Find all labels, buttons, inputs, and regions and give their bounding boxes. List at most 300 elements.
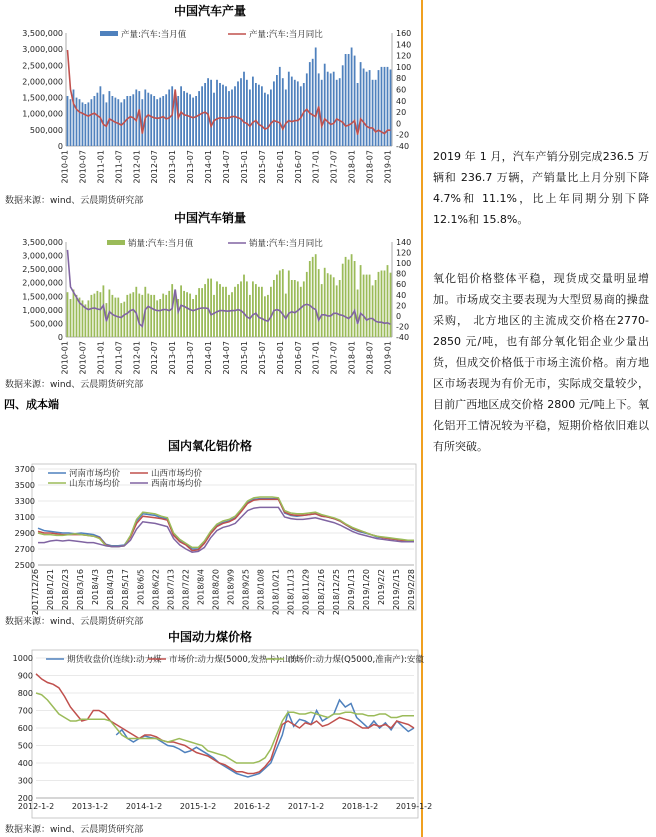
legend-swatch-bar (100, 31, 118, 36)
chart-bar (375, 80, 377, 146)
chart-title: 国内氧化铝价格 (167, 439, 253, 453)
chart-bar (150, 94, 152, 146)
x-tick-label: 2014-01 (204, 150, 214, 184)
chart-bar (126, 295, 128, 337)
chart-title: 中国汽车产量 (173, 4, 247, 18)
x-tick-label: 2012-07 (150, 150, 160, 184)
y2-tick-label: 0 (396, 311, 402, 321)
chart-bar (243, 275, 245, 337)
chart-bar (225, 86, 227, 146)
chart-bar (231, 90, 233, 147)
chart-bar (354, 261, 356, 337)
chart-bar (67, 96, 69, 146)
chart-bar (273, 280, 275, 337)
x-tick-label: 2013-01 (168, 341, 178, 375)
x-tick-label: 2018-07 (365, 341, 375, 375)
chart-bar (219, 83, 221, 146)
chart-bar (147, 93, 149, 146)
chart-bar (384, 271, 386, 338)
x-tick-label: 2015-07 (257, 341, 267, 375)
y2-tick-label: 60 (396, 85, 407, 95)
legend-swatch-bar (107, 240, 125, 245)
chart-bar (327, 72, 329, 146)
x-tick-label: 2011-07 (114, 341, 124, 375)
chart-bar (103, 94, 105, 146)
chart-bar (91, 295, 93, 337)
x-tick-label: 2018/11/13 (286, 569, 296, 616)
y-tick-label: 3700 (14, 465, 35, 474)
chart-bar (360, 265, 362, 337)
chart-bar (360, 62, 362, 146)
x-tick-label: 2011-01 (96, 341, 106, 375)
chart-bar (276, 275, 278, 337)
x-tick-label: 2018/3/16 (76, 569, 86, 611)
chart-bar (291, 77, 293, 146)
chart-bar (354, 56, 356, 146)
x-tick-label: 2018/7/22 (181, 569, 191, 611)
chart-bar (264, 93, 266, 146)
chart-bar (132, 292, 134, 337)
x-tick-label: 2018/11/29 (301, 569, 311, 616)
y-tick-label: 800 (17, 689, 33, 698)
y-tick-label: 500,000 (29, 125, 63, 135)
chart-bar (270, 287, 272, 337)
chart-bar (168, 291, 170, 337)
chart-title: 中国动力煤价格 (167, 630, 253, 644)
chart-bar (180, 285, 182, 337)
y-tick-label: 1,000,000 (22, 109, 63, 119)
y2-tick-label: 80 (396, 269, 407, 279)
chart-bar (303, 281, 305, 337)
x-tick-label: 2014-1-2 (125, 802, 163, 811)
chart-bar (294, 280, 296, 337)
chart-bar (333, 277, 335, 337)
chart-bar (88, 102, 90, 146)
chart-bar (67, 292, 69, 337)
y-tick-label: 400 (17, 759, 33, 768)
x-tick-label: 2019/1/20 (361, 569, 371, 611)
column-divider (421, 0, 423, 837)
chart-bar (79, 99, 81, 146)
chart-bar (76, 98, 78, 146)
y2-tick-label: 100 (396, 259, 412, 269)
x-tick-label: 2018/7/13 (166, 569, 176, 611)
chart-bar (348, 260, 350, 337)
chart-bar (165, 295, 167, 337)
legend-label: 产量:汽车:当月同比 (249, 30, 323, 40)
x-tick-label: 2010-01 (60, 150, 70, 184)
y2-tick-label: -20 (396, 322, 410, 332)
chart-bar (240, 78, 242, 146)
x-tick-label: 2018/9/25 (241, 569, 251, 611)
y-tick-label: 3300 (14, 497, 35, 506)
chart-bar (309, 261, 311, 337)
chart-bar (252, 281, 254, 337)
chart-bar (252, 77, 254, 146)
chart-bar (138, 294, 140, 337)
chart-bar (246, 281, 248, 337)
chart-bar (345, 54, 347, 146)
x-tick-label: 2010-07 (78, 150, 88, 184)
y-tick-label: 1000 (12, 654, 33, 663)
chart-bar (312, 257, 314, 337)
chart-bar (207, 78, 209, 146)
chart-bar (97, 93, 99, 146)
chart-bar (273, 81, 275, 146)
y-tick-label: 1,000,000 (22, 305, 63, 315)
chart-bar (390, 70, 392, 147)
chart-bar (162, 96, 164, 146)
chart-bar (70, 99, 72, 146)
chart-bar (174, 96, 176, 146)
x-tick-label: 2018-01 (347, 150, 357, 184)
x-tick-label: 2018/1/21 (46, 569, 55, 611)
chart-source: 数据来源：wind、云晨期货研究部 (5, 617, 144, 627)
y2-tick-label: 40 (396, 290, 407, 300)
y-tick-label: 1,500,000 (22, 292, 63, 302)
x-tick-label: 2018-07 (365, 150, 375, 184)
x-tick-label: 2017/12/26 (31, 569, 40, 616)
chart-bar (204, 83, 206, 146)
x-tick-label: 2018/6/22 (151, 569, 161, 611)
y2-tick-label: 140 (396, 238, 412, 247)
x-tick-label: 2014-07 (222, 150, 231, 184)
chart-bar (210, 279, 212, 337)
x-tick-label: 2017-01 (311, 150, 321, 184)
y-tick-label: 2500 (14, 561, 35, 570)
chart-bar (279, 67, 281, 146)
y-tick-label: 2,500,000 (22, 265, 63, 275)
chart-bar (315, 48, 317, 147)
chart-bar (261, 287, 263, 337)
x-tick-label: 2018/8/20 (211, 569, 221, 611)
chart-bar (186, 93, 188, 146)
chart-bar (387, 265, 389, 337)
x-tick-label: 2018-01 (347, 341, 357, 375)
y-tick-label: 500,000 (29, 319, 63, 329)
x-tick-label: 2019-01 (383, 341, 393, 375)
chart-bar (120, 303, 122, 337)
chart-bar (91, 99, 93, 146)
chart-bar (192, 98, 194, 146)
x-tick-label: 2018/2/23 (61, 569, 71, 611)
y-tick-label: 3,500,000 (22, 29, 63, 38)
chart-bar (183, 91, 185, 146)
chart-bar (255, 83, 257, 146)
chart-bar (294, 80, 296, 146)
chart-bar (126, 96, 128, 146)
chart-bar (255, 284, 257, 337)
y2-tick-label: 120 (396, 248, 412, 258)
chart-bar (309, 62, 311, 146)
x-tick-label: 2019/2/15 (392, 569, 401, 611)
chart-title: 中国汽车销量 (173, 211, 247, 225)
chart-bar (94, 294, 96, 337)
chart-bar (261, 86, 263, 146)
x-tick-label: 2013-07 (186, 150, 196, 184)
chart-bar (390, 273, 392, 337)
chart-bar (234, 287, 236, 337)
chart-bar (186, 292, 188, 337)
chart-bar (204, 284, 206, 337)
y-tick-label: 0 (57, 142, 63, 151)
chart-bar (336, 80, 338, 146)
chart-bar (237, 81, 239, 146)
chart-bar (267, 94, 269, 146)
chart-bar (330, 73, 332, 146)
y2-tick-label: 40 (396, 96, 407, 106)
x-tick-label: 2012-01 (132, 341, 142, 375)
chart-source: 数据来源：wind、云晨期货研究部 (5, 825, 144, 835)
chart-bar (132, 94, 134, 146)
x-tick-label: 2018/12/16 (316, 569, 326, 616)
x-tick-label: 2011-07 (114, 150, 124, 184)
x-tick-label: 2017-07 (329, 341, 339, 375)
y2-tick-label: 140 (396, 40, 412, 50)
x-tick-label: 2018/8/4 (196, 569, 206, 605)
chart-bar (85, 304, 87, 337)
y2-tick-label: 0 (396, 119, 402, 129)
x-tick-label: 2015-01 (239, 150, 249, 184)
chart-bar (291, 280, 293, 337)
chart-bar (243, 72, 245, 146)
chart-bar (100, 86, 102, 146)
chart-bar (195, 295, 197, 337)
chart-bar (100, 292, 102, 337)
legend-label: 销量:汽车:当月同比 (249, 239, 323, 249)
chart-bar (297, 81, 299, 146)
chart-bar (201, 288, 203, 337)
y-tick-label: 1,500,000 (22, 93, 63, 103)
y-tick-label: 900 (17, 671, 33, 681)
x-tick-label: 2016-07 (293, 341, 303, 375)
x-tick-label: 2015-1-2 (179, 802, 217, 811)
chart-source: 数据来源：wind、云晨期货研究部 (5, 380, 144, 390)
y2-tick-label: 160 (396, 29, 412, 38)
chart-bar (129, 294, 131, 337)
chart-bar (357, 83, 359, 146)
chart-bar (366, 275, 368, 337)
chart-bar (249, 90, 251, 147)
x-tick-label: 2017-07 (329, 150, 339, 184)
chart-bar (153, 295, 155, 337)
chart-bar (88, 300, 90, 337)
chart-bar (312, 59, 314, 146)
chart-bar (279, 271, 281, 338)
x-tick-label: 2019/2/28 (407, 569, 416, 611)
chart-bar (198, 288, 200, 337)
x-tick-label: 2012-1-2 (17, 802, 55, 811)
chart-bar (300, 287, 302, 337)
chart-bar (357, 290, 359, 338)
x-tick-label: 2016-01 (275, 341, 285, 375)
chart-bar (210, 80, 212, 146)
legend-label: 山西市场均价 (151, 469, 203, 479)
chart-bar (351, 254, 353, 337)
chart-bar (246, 80, 248, 146)
chart-bar (150, 295, 152, 337)
y-tick-label: 3500 (14, 481, 35, 490)
x-tick-label: 2013-07 (186, 341, 196, 375)
y-tick-label: 3,000,000 (22, 45, 63, 55)
chart-bar (231, 292, 233, 337)
chart-bar (363, 69, 365, 147)
chart-bar (348, 54, 350, 146)
chart-bar (282, 269, 284, 337)
chart-bar (315, 254, 317, 337)
chart-bar (339, 280, 341, 337)
x-tick-label: 2011-01 (96, 150, 106, 184)
x-tick-label: 2016-01 (275, 150, 285, 184)
x-tick-label: 2016-1-2 (233, 802, 271, 811)
chart-bar (162, 294, 164, 337)
chart-bar (213, 295, 215, 337)
chart-bar (156, 300, 158, 337)
x-tick-label: 2018/12/25 (331, 569, 341, 616)
y-tick-label: 3,500,000 (22, 238, 63, 247)
chart-bar (378, 272, 380, 337)
chart-bar (267, 295, 269, 337)
x-tick-label: 2018/4/3 (91, 569, 101, 605)
chart-bar (180, 86, 182, 146)
x-tick-label: 2013-1-2 (71, 802, 109, 811)
chart-bar (76, 295, 78, 337)
chart-bar (85, 104, 87, 146)
x-tick-label: 2018/6/5 (136, 569, 146, 605)
chart-bar (189, 94, 191, 146)
chart-bar (339, 78, 341, 146)
chart-bar (321, 80, 323, 146)
chart-bar (327, 273, 329, 337)
chart-bar (222, 85, 224, 146)
x-tick-label: 2016-07 (293, 150, 303, 184)
chart-bar (270, 90, 272, 147)
x-tick-label: 2017-01 (311, 341, 321, 375)
x-tick-label: 2012-01 (132, 150, 142, 184)
legend-label: 西南市场均价 (151, 479, 203, 489)
y2-tick-label: 60 (396, 280, 407, 290)
x-tick-label: 2010-07 (78, 341, 88, 375)
chart-bar (201, 86, 203, 146)
chart-bar (141, 295, 143, 337)
chart-bar (378, 70, 380, 146)
x-tick-label: 2019-01 (383, 150, 393, 184)
chart-bar (216, 80, 218, 146)
chart-bar (73, 290, 75, 338)
chart-bar (369, 275, 371, 337)
chart-bar (285, 90, 287, 147)
chart-bar (369, 70, 371, 146)
x-tick-label: 2010-01 (60, 341, 70, 375)
legend-label: 市场价:动力煤(5000,发热卡):山东 (169, 655, 300, 665)
chart-bar (381, 67, 383, 146)
y-tick-label: 2700 (14, 545, 35, 554)
x-tick-label: 2018-1-2 (341, 802, 379, 811)
chart-bar (318, 269, 320, 337)
y-tick-label: 700 (17, 706, 33, 716)
chart-bar (97, 291, 99, 337)
chart-bar (282, 78, 284, 146)
chart-bar (115, 298, 117, 337)
chart-bar (216, 281, 218, 337)
y2-tick-label: -20 (396, 130, 410, 140)
chart-bar (258, 85, 260, 146)
y2-tick-label: 20 (396, 108, 407, 118)
y-tick-label: 3100 (14, 513, 35, 522)
y2-tick-label: 100 (396, 62, 412, 72)
chart-bar (159, 299, 161, 337)
legend-label: 市场价:动力煤(Q5000,准南产):安徽 (287, 655, 424, 665)
chart-bar (258, 287, 260, 337)
chart-bar (123, 302, 125, 337)
chart-bar (375, 280, 377, 337)
x-tick-label: 2019/1/13 (346, 569, 356, 611)
chart-bar (276, 75, 278, 146)
chart-bar (324, 268, 326, 337)
y2-tick-label: -40 (396, 333, 410, 342)
y-tick-label: 2,000,000 (22, 278, 63, 288)
y-tick-label: 2900 (14, 529, 35, 538)
legend-label: 产量:汽车:当月值 (121, 30, 187, 40)
chart-bar (183, 291, 185, 337)
x-tick-label: 2018/5/17 (121, 569, 131, 611)
chart-bar (82, 102, 84, 146)
y-tick-label: 0 (57, 333, 63, 342)
chart-bar (153, 96, 155, 146)
legend-label: 销量:汽车:当月值 (128, 239, 194, 249)
x-tick-label: 2018/9/9 (226, 569, 236, 605)
chart-bar (321, 284, 323, 337)
x-tick-label: 2015-01 (239, 341, 249, 375)
chart-bar (330, 275, 332, 337)
y-tick-label: 3,000,000 (22, 251, 63, 261)
x-tick-label: 2013-01 (168, 150, 178, 184)
legend-label: 期货收盘价(连续):动力煤 (67, 655, 162, 665)
chart-bar (165, 94, 167, 146)
x-tick-label: 2014-07 (222, 341, 231, 375)
chart-bar (112, 295, 114, 337)
x-tick-label: 2018/10/21 (271, 569, 281, 616)
chart-bar (192, 299, 194, 337)
section-heading: 四、成本端 (4, 398, 59, 411)
chart-bar (147, 294, 149, 337)
chart-bar (345, 257, 347, 337)
auto-production-chart (0, 0, 420, 190)
chart-bar (336, 285, 338, 337)
chart-bar (94, 96, 96, 146)
x-tick-label: 2012-07 (150, 341, 160, 375)
legend-label: 河南市场均价 (69, 469, 121, 479)
chart-bar (228, 295, 230, 337)
x-tick-label: 2019/2/2 (376, 569, 386, 605)
chart-bar (342, 65, 344, 146)
y2-tick-label: -40 (396, 142, 410, 151)
x-tick-label: 2017-1-2 (287, 802, 325, 811)
chart-bar (342, 264, 344, 337)
chart-bar (381, 271, 383, 338)
y-tick-label: 300 (17, 776, 33, 786)
chart-bar (324, 64, 326, 146)
chart-bar (159, 98, 161, 146)
chart-bar (387, 67, 389, 146)
chart-bar (171, 284, 173, 337)
chart-bar (222, 287, 224, 337)
chart-bar (195, 96, 197, 146)
chart-bar (70, 299, 72, 337)
x-tick-label: 2014-01 (204, 341, 214, 375)
chart-bar (372, 80, 374, 146)
x-tick-label: 2018/4/19 (106, 569, 116, 611)
